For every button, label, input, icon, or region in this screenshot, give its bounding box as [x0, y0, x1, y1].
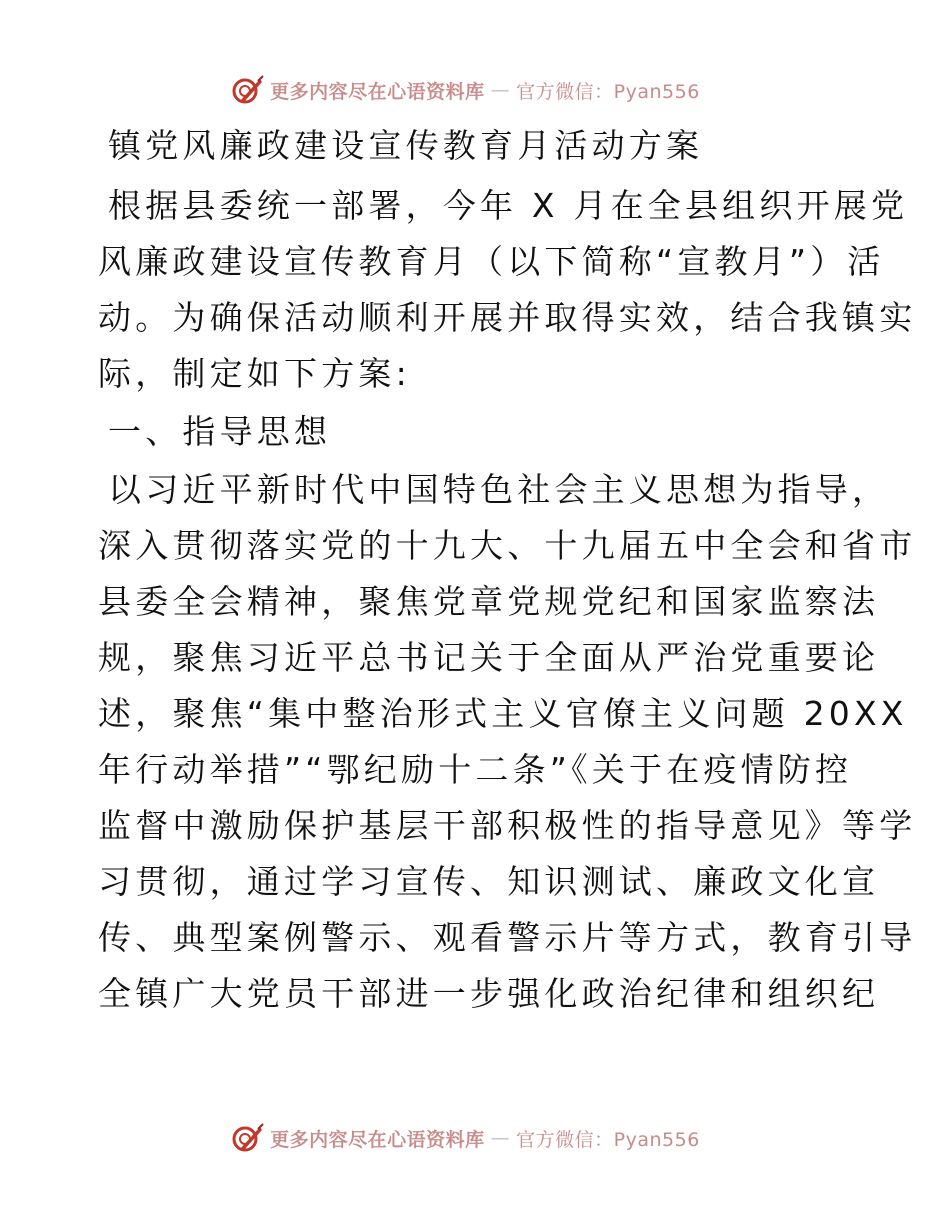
intro-paragraph: [98, 186, 917, 394]
watermark-main-text: 更多内容尽在心语资料库: [270, 80, 485, 103]
section1-line-4: 规，聚焦习近平总书记关于全面从严治党重要论: [98, 638, 880, 677]
section-heading-guiding-thought: 一、指导思想: [108, 412, 332, 451]
watermark-dash: —: [490, 1127, 511, 1149]
document-body: [98, 122, 917, 1014]
document-title: 镇党风廉政建设宣传教育月活动方案: [108, 126, 704, 165]
pen-swirl-logo-icon: [230, 1121, 264, 1155]
watermark-group: [230, 1121, 700, 1155]
section1-line-8: 习贯彻，通过学习宣传、知识测试、廉政文化宣: [98, 862, 880, 901]
intro-line-2: 风廉政建设宣传教育月（以下简称“宣教月”）活: [98, 242, 885, 281]
watermark-main-text: 更多内容尽在心语资料库: [270, 1128, 485, 1151]
watermark-dash: —: [490, 79, 511, 101]
section1-line-5: 述，聚焦“集中整治形式主义官僚主义问题 20XX: [98, 694, 908, 733]
intro-line-3: 动。为确保活动顺利开展并取得实效，结合我镇实: [98, 298, 917, 337]
section1-line-9: 传、典型案例警示、观看警示片等方式，教育引导: [98, 918, 917, 957]
section1-line-6: 年行动举措”“鄂纪励十二条”《关于在疫情防控: [98, 750, 853, 789]
watermark-group: [230, 73, 700, 107]
pen-swirl-logo-icon: [230, 73, 264, 107]
intro-line-4: 际，制定如下方案:: [98, 354, 411, 393]
footer-watermark-banner: [0, 1118, 950, 1158]
section1-line-2: 深入贯彻落实党的十九大、十九届五中全会和省市: [98, 526, 917, 565]
header-watermark-banner: [0, 70, 950, 110]
watermark-contact-text: 官方微信：Pyan556: [516, 1128, 700, 1151]
section1-line-1: 以习近平新时代中国特色社会主义思想为指导，: [108, 470, 890, 509]
section1-paragraph: [98, 470, 917, 1014]
watermark-contact-text: 官方微信：Pyan556: [516, 80, 700, 103]
section1-line-10: 全镇广大党员干部进一步强化政治纪律和组织纪: [98, 974, 880, 1013]
section1-line-3: 县委全会精神，聚焦党章党规党纪和国家监察法: [98, 582, 880, 621]
section1-line-7: 监督中激励保护基层干部积极性的指导意见》等学: [98, 806, 917, 845]
intro-line-1: 根据县委统一部署，今年 X 月在全县组织开展党: [108, 186, 909, 225]
